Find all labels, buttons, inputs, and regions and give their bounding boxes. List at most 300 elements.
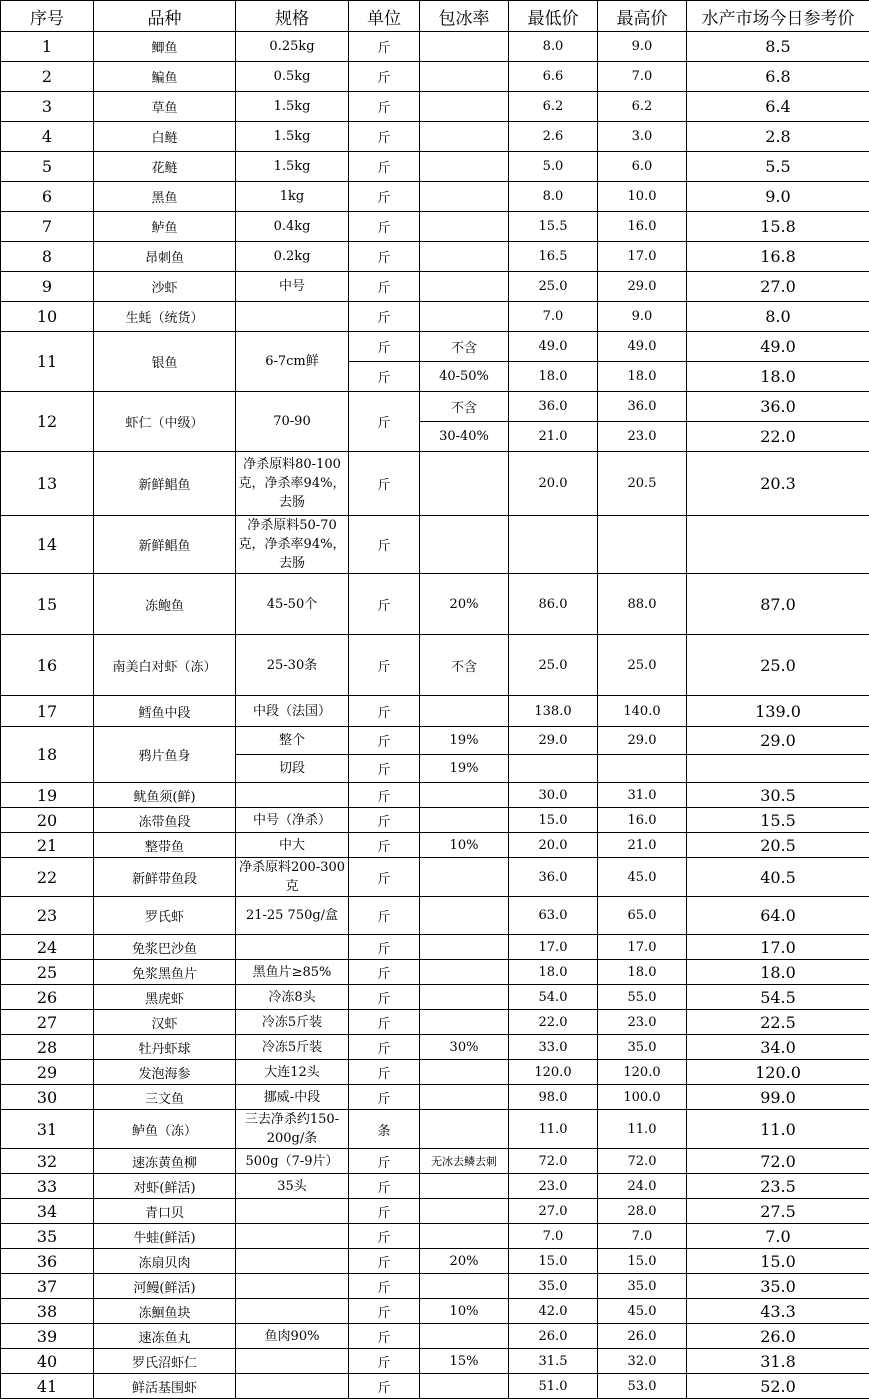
variety-cell: 鳕鱼中段 — [94, 696, 236, 727]
spec-cell: 净杀原料200-300克 — [236, 858, 349, 897]
min-price-cell: 29.0 — [509, 727, 598, 755]
unit-cell: 斤 — [349, 1249, 420, 1274]
row-number: 15 — [1, 574, 94, 635]
unit-cell: 斤 — [349, 32, 420, 62]
unit-cell: 斤 — [349, 272, 420, 302]
header-min: 最低价 — [509, 1, 598, 32]
unit-cell: 斤 — [349, 302, 420, 332]
ice-rate-cell — [420, 452, 509, 516]
row-number: 36 — [1, 1249, 94, 1274]
unit-cell: 斤 — [349, 755, 420, 783]
max-price-cell: 65.0 — [598, 897, 687, 935]
table-row — [1, 833, 869, 858]
max-price-cell: 7.0 — [598, 62, 687, 92]
max-price-cell: 100.0 — [598, 1085, 687, 1110]
unit-cell: 斤 — [349, 122, 420, 152]
max-price-cell: 45.0 — [598, 858, 687, 897]
ice-rate-cell — [420, 62, 509, 92]
variety-cell: 白鲢 — [94, 122, 236, 152]
ref-price-cell: 52.0 — [687, 1374, 869, 1399]
variety-cell: 汉虾 — [94, 1010, 236, 1035]
row-number: 25 — [1, 960, 94, 985]
ref-price-cell: 18.0 — [687, 960, 869, 985]
variety-cell: 鲫鱼 — [94, 32, 236, 62]
ref-price-cell: 11.0 — [687, 1110, 869, 1149]
min-price-cell: 35.0 — [509, 1274, 598, 1299]
ref-price-cell: 64.0 — [687, 897, 869, 935]
row-number: 9 — [1, 272, 94, 302]
min-price-cell: 31.5 — [509, 1349, 598, 1374]
unit-cell: 斤 — [349, 783, 420, 808]
ref-price-cell: 120.0 — [687, 1060, 869, 1085]
min-price-cell: 54.0 — [509, 985, 598, 1010]
ice-rate-cell — [420, 808, 509, 833]
ice-rate-cell — [420, 516, 509, 574]
max-price-cell: 36.0 — [598, 392, 687, 422]
spec-cell: 0.2kg — [236, 242, 349, 272]
table-row — [1, 1199, 869, 1224]
row-number: 2 — [1, 62, 94, 92]
spec-cell: 鱼肉90% — [236, 1324, 349, 1349]
table-row — [1, 1374, 869, 1399]
ice-rate-cell: 不含 — [420, 392, 509, 422]
min-price-cell: 21.0 — [509, 422, 598, 452]
ice-rate-cell: 15% — [420, 1349, 509, 1374]
row-number: 23 — [1, 897, 94, 935]
ref-price-cell: 5.5 — [687, 152, 869, 182]
ref-price-cell: 15.0 — [687, 1249, 869, 1274]
ice-rate-cell — [420, 242, 509, 272]
spec-cell — [236, 1249, 349, 1274]
min-price-cell: 49.0 — [509, 332, 598, 362]
table-body — [1, 32, 869, 1399]
table-row — [1, 182, 869, 212]
min-price-cell: 33.0 — [509, 1035, 598, 1060]
ice-rate-cell — [420, 897, 509, 935]
unit-cell: 斤 — [349, 1224, 420, 1249]
row-number: 31 — [1, 1110, 94, 1149]
row-number: 34 — [1, 1199, 94, 1224]
table-row — [1, 92, 869, 122]
max-price-cell: 35.0 — [598, 1035, 687, 1060]
header-ref: 水产市场今日参考价 — [687, 1, 869, 32]
header-row — [1, 1, 869, 32]
max-price-cell: 55.0 — [598, 985, 687, 1010]
ref-price-cell: 31.8 — [687, 1349, 869, 1374]
ice-rate-cell — [420, 1324, 509, 1349]
min-price-cell: 7.0 — [509, 1224, 598, 1249]
ref-price-cell: 18.0 — [687, 362, 869, 392]
ice-rate-cell: 19% — [420, 727, 509, 755]
row-number: 37 — [1, 1274, 94, 1299]
min-price-cell: 72.0 — [509, 1149, 598, 1174]
spec-cell: 6-7cm鲜 — [236, 332, 349, 392]
variety-cell: 免浆巴沙鱼 — [94, 935, 236, 960]
unit-cell: 斤 — [349, 1060, 420, 1085]
ref-price-cell: 34.0 — [687, 1035, 869, 1060]
ref-price-cell: 25.0 — [687, 635, 869, 696]
row-number: 41 — [1, 1374, 94, 1399]
min-price-cell: 51.0 — [509, 1374, 598, 1399]
min-price-cell: 8.0 — [509, 32, 598, 62]
row-number: 17 — [1, 696, 94, 727]
row-number: 10 — [1, 302, 94, 332]
ref-price-cell: 43.3 — [687, 1299, 869, 1324]
variety-cell: 鱿鱼须(鲜) — [94, 783, 236, 808]
ref-price-cell: 20.5 — [687, 833, 869, 858]
table-row — [1, 1349, 869, 1374]
spec-cell: 切段 — [236, 755, 349, 783]
header-unit: 单位 — [349, 1, 420, 32]
row-number: 20 — [1, 808, 94, 833]
min-price-cell: 120.0 — [509, 1060, 598, 1085]
spec-cell: 1.5kg — [236, 152, 349, 182]
header-no: 序号 — [1, 1, 94, 32]
unit-cell: 斤 — [349, 332, 420, 362]
variety-cell: 青口贝 — [94, 1199, 236, 1224]
table-row — [1, 1035, 869, 1060]
variety-cell: 速冻鱼丸 — [94, 1324, 236, 1349]
table-row — [1, 516, 869, 574]
row-number: 30 — [1, 1085, 94, 1110]
max-price-cell: 20.5 — [598, 452, 687, 516]
table-row — [1, 985, 869, 1010]
ref-price-cell: 40.5 — [687, 858, 869, 897]
max-price-cell — [598, 755, 687, 783]
variety-cell: 罗氏虾 — [94, 897, 236, 935]
table-row — [1, 122, 869, 152]
min-price-cell: 7.0 — [509, 302, 598, 332]
ref-price-cell: 16.8 — [687, 242, 869, 272]
spec-cell: 500g（7-9片） — [236, 1149, 349, 1174]
variety-cell: 新鲜带鱼段 — [94, 858, 236, 897]
spec-cell: 三去净杀约150-200g/条 — [236, 1110, 349, 1149]
unit-cell: 斤 — [349, 833, 420, 858]
min-price-cell: 138.0 — [509, 696, 598, 727]
unit-cell: 斤 — [349, 212, 420, 242]
table-row — [1, 1299, 869, 1324]
row-number: 21 — [1, 833, 94, 858]
table-row — [1, 783, 869, 808]
spec-cell — [236, 1374, 349, 1399]
unit-cell: 斤 — [349, 392, 420, 452]
table-row — [1, 1249, 869, 1274]
max-price-cell: 10.0 — [598, 182, 687, 212]
unit-cell: 斤 — [349, 1299, 420, 1324]
ref-price-cell: 8.5 — [687, 32, 869, 62]
ice-rate-cell — [420, 272, 509, 302]
min-price-cell: 20.0 — [509, 833, 598, 858]
variety-cell: 罗氏沼虾仁 — [94, 1349, 236, 1374]
unit-cell: 斤 — [349, 1374, 420, 1399]
min-price-cell: 42.0 — [509, 1299, 598, 1324]
variety-cell: 冻鲍鱼 — [94, 574, 236, 635]
ice-rate-cell: 10% — [420, 1299, 509, 1324]
ref-price-cell: 26.0 — [687, 1324, 869, 1349]
header-spec: 规格 — [236, 1, 349, 32]
spec-cell — [236, 1199, 349, 1224]
table-row — [1, 212, 869, 242]
spec-cell: 大连12头 — [236, 1060, 349, 1085]
ice-rate-cell — [420, 92, 509, 122]
spec-cell: 中号 — [236, 272, 349, 302]
max-price-cell: 9.0 — [598, 302, 687, 332]
max-price-cell: 35.0 — [598, 1274, 687, 1299]
max-price-cell: 88.0 — [598, 574, 687, 635]
ice-rate-cell: 不含 — [420, 635, 509, 696]
ice-rate-cell — [420, 122, 509, 152]
max-price-cell: 16.0 — [598, 212, 687, 242]
max-price-cell: 45.0 — [598, 1299, 687, 1324]
max-price-cell: 17.0 — [598, 935, 687, 960]
header-ice: 包冰率 — [420, 1, 509, 32]
variety-cell: 花鲢 — [94, 152, 236, 182]
ref-price-cell: 87.0 — [687, 574, 869, 635]
row-number: 13 — [1, 452, 94, 516]
min-price-cell: 16.5 — [509, 242, 598, 272]
ice-rate-cell — [420, 1110, 509, 1149]
variety-cell: 对虾(鲜活) — [94, 1174, 236, 1199]
spec-cell: 0.5kg — [236, 62, 349, 92]
ref-price-cell: 30.5 — [687, 783, 869, 808]
unit-cell: 斤 — [349, 696, 420, 727]
table-row — [1, 858, 869, 897]
min-price-cell: 8.0 — [509, 182, 598, 212]
table-row — [1, 808, 869, 833]
variety-cell: 沙虾 — [94, 272, 236, 302]
variety-cell: 南美白对虾（冻） — [94, 635, 236, 696]
row-number: 11 — [1, 332, 94, 392]
ref-price-cell: 35.0 — [687, 1274, 869, 1299]
ref-price-cell: 20.3 — [687, 452, 869, 516]
min-price-cell: 36.0 — [509, 392, 598, 422]
table-row — [1, 960, 869, 985]
ice-rate-cell — [420, 32, 509, 62]
spec-cell: 1.5kg — [236, 122, 349, 152]
max-price-cell: 3.0 — [598, 122, 687, 152]
max-price-cell: 6.2 — [598, 92, 687, 122]
max-price-cell: 17.0 — [598, 242, 687, 272]
unit-cell: 斤 — [349, 1149, 420, 1174]
variety-cell: 速冻黄鱼柳 — [94, 1149, 236, 1174]
row-number: 6 — [1, 182, 94, 212]
ice-rate-cell — [420, 1274, 509, 1299]
table-row — [1, 935, 869, 960]
table-row — [1, 635, 869, 696]
variety-cell: 鸦片鱼身 — [94, 727, 236, 783]
row-number: 33 — [1, 1174, 94, 1199]
unit-cell: 斤 — [349, 92, 420, 122]
ref-price-cell: 139.0 — [687, 696, 869, 727]
min-price-cell: 11.0 — [509, 1110, 598, 1149]
variety-cell: 冻鮰鱼块 — [94, 1299, 236, 1324]
max-price-cell: 25.0 — [598, 635, 687, 696]
variety-cell: 新鲜鲳鱼 — [94, 516, 236, 574]
row-number: 5 — [1, 152, 94, 182]
row-number: 3 — [1, 92, 94, 122]
variety-cell: 冻带鱼段 — [94, 808, 236, 833]
spec-cell: 中大 — [236, 833, 349, 858]
min-price-cell: 86.0 — [509, 574, 598, 635]
ref-price-cell: 7.0 — [687, 1224, 869, 1249]
row-number: 4 — [1, 122, 94, 152]
unit-cell: 斤 — [349, 1349, 420, 1374]
row-number: 24 — [1, 935, 94, 960]
row-number: 19 — [1, 783, 94, 808]
row-number: 22 — [1, 858, 94, 897]
min-price-cell: 18.0 — [509, 960, 598, 985]
table-row — [1, 696, 869, 727]
ref-price-cell: 29.0 — [687, 727, 869, 755]
max-price-cell: 15.0 — [598, 1249, 687, 1274]
max-price-cell: 26.0 — [598, 1324, 687, 1349]
min-price-cell: 36.0 — [509, 858, 598, 897]
table-row — [1, 1110, 869, 1149]
unit-cell: 斤 — [349, 1010, 420, 1035]
min-price-cell: 15.5 — [509, 212, 598, 242]
spec-cell: 整个 — [236, 727, 349, 755]
variety-cell: 牛蛙(鲜活) — [94, 1224, 236, 1249]
variety-cell: 整带鱼 — [94, 833, 236, 858]
variety-cell: 银鱼 — [94, 332, 236, 392]
ref-price-cell: 6.4 — [687, 92, 869, 122]
table-row — [1, 574, 869, 635]
spec-cell: 1.5kg — [236, 92, 349, 122]
max-price-cell: 9.0 — [598, 32, 687, 62]
unit-cell: 斤 — [349, 858, 420, 897]
spec-cell: 黑鱼片≥85% — [236, 960, 349, 985]
ice-rate-cell — [420, 935, 509, 960]
ice-rate-cell: 30-40% — [420, 422, 509, 452]
spec-cell: 冷冻5斤装 — [236, 1035, 349, 1060]
row-number: 1 — [1, 32, 94, 62]
variety-cell: 黑虎虾 — [94, 985, 236, 1010]
unit-cell: 斤 — [349, 897, 420, 935]
ice-rate-cell — [420, 1174, 509, 1199]
ref-price-cell: 54.5 — [687, 985, 869, 1010]
ref-price-cell: 99.0 — [687, 1085, 869, 1110]
variety-cell: 昂刺鱼 — [94, 242, 236, 272]
unit-cell: 斤 — [349, 242, 420, 272]
min-price-cell: 17.0 — [509, 935, 598, 960]
row-number: 40 — [1, 1349, 94, 1374]
min-price-cell: 98.0 — [509, 1085, 598, 1110]
spec-cell: 35头 — [236, 1174, 349, 1199]
ref-price-cell: 8.0 — [687, 302, 869, 332]
variety-cell: 冻扇贝肉 — [94, 1249, 236, 1274]
spec-cell: 0.4kg — [236, 212, 349, 242]
ref-price-cell: 27.5 — [687, 1199, 869, 1224]
spec-cell: 中号（净杀） — [236, 808, 349, 833]
min-price-cell: 15.0 — [509, 1249, 598, 1274]
ref-price-cell: 9.0 — [687, 182, 869, 212]
min-price-cell: 26.0 — [509, 1324, 598, 1349]
table-row — [1, 62, 869, 92]
max-price-cell: 32.0 — [598, 1349, 687, 1374]
ice-rate-cell: 不含 — [420, 332, 509, 362]
ref-price-cell — [687, 516, 869, 574]
spec-cell: 净杀原料50-70克，净杀率94%，去肠 — [236, 516, 349, 574]
ice-rate-cell: 30% — [420, 1035, 509, 1060]
ice-rate-cell: 40-50% — [420, 362, 509, 392]
unit-cell: 斤 — [349, 635, 420, 696]
max-price-cell: 18.0 — [598, 960, 687, 985]
table-row — [1, 272, 869, 302]
spec-cell: 45-50个 — [236, 574, 349, 635]
max-price-cell: 18.0 — [598, 362, 687, 392]
spec-cell — [236, 1349, 349, 1374]
spec-cell: 挪威-中段 — [236, 1085, 349, 1110]
min-price-cell: 25.0 — [509, 635, 598, 696]
spec-cell — [236, 1299, 349, 1324]
ref-price-cell: 27.0 — [687, 272, 869, 302]
table-row — [1, 392, 869, 422]
ref-price-cell: 2.8 — [687, 122, 869, 152]
table-row — [1, 1324, 869, 1349]
spec-cell: 净杀原料80-100克，净杀率94%，去肠 — [236, 452, 349, 516]
unit-cell: 斤 — [349, 727, 420, 755]
unit-cell: 斤 — [349, 1274, 420, 1299]
max-price-cell — [598, 516, 687, 574]
table-row — [1, 897, 869, 935]
spec-cell: 冷冻8头 — [236, 985, 349, 1010]
ice-rate-cell — [420, 1085, 509, 1110]
variety-cell: 牡丹虾球 — [94, 1035, 236, 1060]
table-row — [1, 452, 869, 516]
header-name: 品种 — [94, 1, 236, 32]
ice-rate-cell — [420, 783, 509, 808]
unit-cell: 斤 — [349, 960, 420, 985]
min-price-cell: 23.0 — [509, 1174, 598, 1199]
min-price-cell: 6.2 — [509, 92, 598, 122]
min-price-cell — [509, 516, 598, 574]
ice-rate-cell: 19% — [420, 755, 509, 783]
max-price-cell: 24.0 — [598, 1174, 687, 1199]
ref-price-cell: 15.5 — [687, 808, 869, 833]
unit-cell: 斤 — [349, 182, 420, 212]
min-price-cell — [509, 755, 598, 783]
table-row — [1, 1010, 869, 1035]
ice-rate-cell — [420, 960, 509, 985]
ref-price-cell: 49.0 — [687, 332, 869, 362]
min-price-cell: 5.0 — [509, 152, 598, 182]
ice-rate-cell — [420, 302, 509, 332]
ref-price-cell: 6.8 — [687, 62, 869, 92]
spec-cell — [236, 1274, 349, 1299]
row-number: 35 — [1, 1224, 94, 1249]
ref-price-cell: 72.0 — [687, 1149, 869, 1174]
unit-cell: 斤 — [349, 62, 420, 92]
variety-cell: 鳊鱼 — [94, 62, 236, 92]
max-price-cell: 29.0 — [598, 727, 687, 755]
table-row — [1, 1085, 869, 1110]
row-number: 29 — [1, 1060, 94, 1085]
spec-cell — [236, 1224, 349, 1249]
table-row — [1, 1149, 869, 1174]
unit-cell: 斤 — [349, 985, 420, 1010]
row-number: 39 — [1, 1324, 94, 1349]
row-number: 28 — [1, 1035, 94, 1060]
min-price-cell: 2.6 — [509, 122, 598, 152]
spec-cell: 中段（法国） — [236, 696, 349, 727]
ice-rate-cell — [420, 1199, 509, 1224]
min-price-cell: 30.0 — [509, 783, 598, 808]
row-number: 8 — [1, 242, 94, 272]
max-price-cell: 49.0 — [598, 332, 687, 362]
variety-cell: 鲈鱼 — [94, 212, 236, 242]
max-price-cell: 16.0 — [598, 808, 687, 833]
spec-cell — [236, 935, 349, 960]
